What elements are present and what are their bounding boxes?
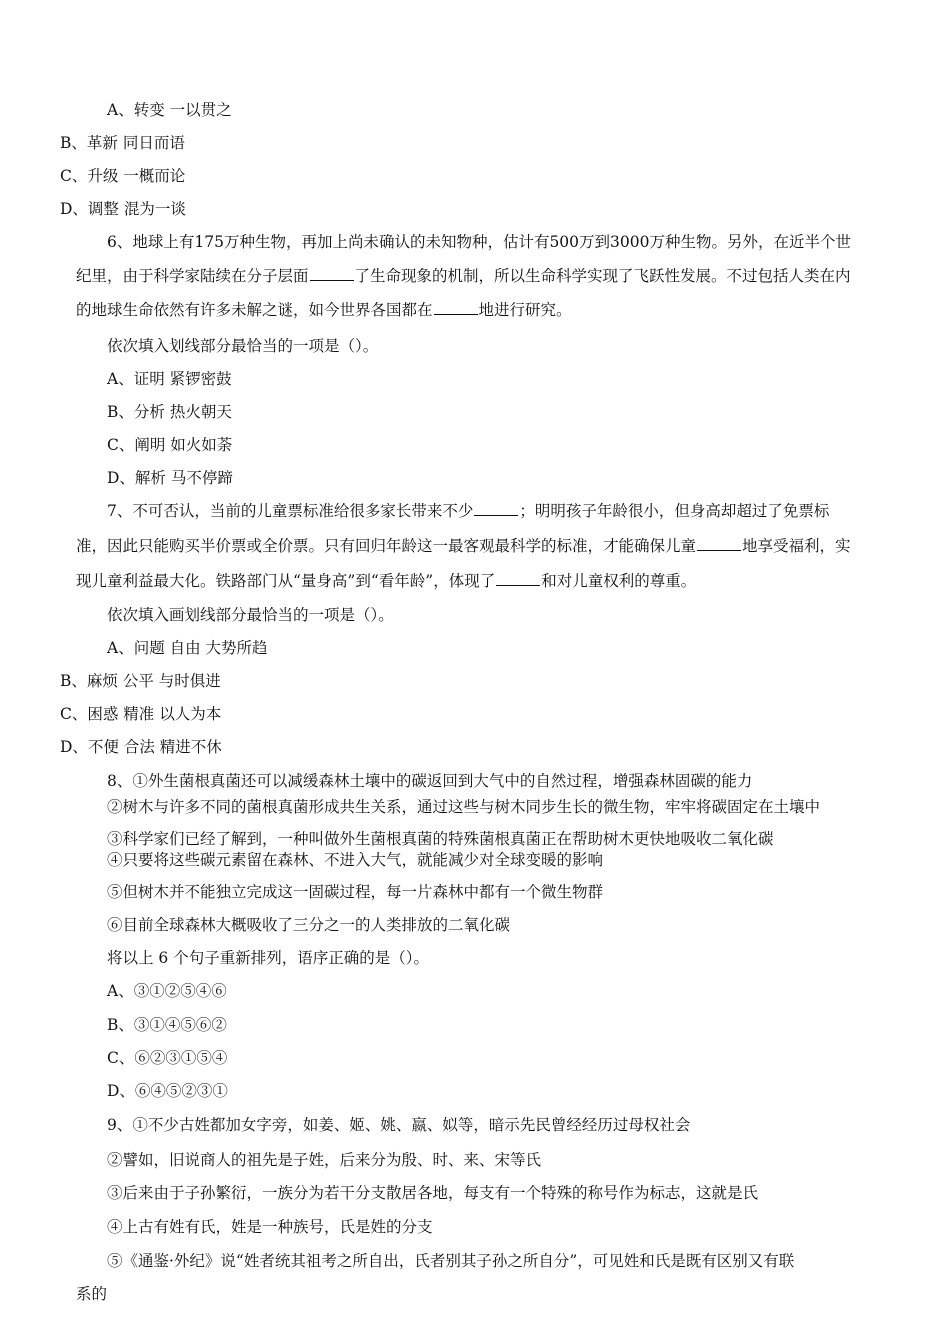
q9-sentence-3: ③后来由于子孙繁衍，一族分为若干分支散居各地，每支有一个特殊的称号作为标志，这就是氏 xyxy=(107,1184,759,1202)
q8-sentence-1: 8、①外生菌根真菌还可以减缓森林土壤中的碳返回到大气中的自然过程，增强森林固碳的能力 xyxy=(107,772,753,790)
q9-sentence-5-cont: 系的 xyxy=(76,1285,108,1303)
q7-prompt: 依次填入画划线部分最恰当的一项是（）。 xyxy=(107,606,394,624)
q5-option-c: C、升级 一概而论 xyxy=(60,167,186,185)
q8-sentence-2: ②树木与许多不同的菌根真菌形成共生关系，通过这些与树木同步生长的微生物，牢牢将碳固定在土壤中 xyxy=(107,798,821,816)
q8-prompt: 将以上 6 个句子重新排列，语序正确的是（）。 xyxy=(107,949,429,967)
fill-blank xyxy=(310,266,354,281)
q6-option-d: D、解析 马不停蹄 xyxy=(107,469,233,487)
fill-blank xyxy=(434,300,478,315)
q7-stem-line2: 准，因此只能购买半价票或全价票。只有回归年龄这一最客观最科学的标准，才能确保儿童 地享受福利，实 xyxy=(76,537,851,555)
q5-option-b: B、革新 同日而语 xyxy=(60,134,185,152)
q9-sentence-4: ④上古有姓有氏，姓是一种族号，氏是姓的分支 xyxy=(107,1218,433,1236)
q7-stem-line1: 7、不可否认，当前的儿童票标准给很多家长带来不少 ；明明孩子年龄很小，但身高却超过了免票标 xyxy=(107,502,830,520)
q9-sentence-2: ②譬如，旧说商人的祖先是子姓，后来分为殷、时、来、宋等氏 xyxy=(107,1151,542,1169)
fill-blank xyxy=(496,571,540,586)
q8-option-d: D、⑥④⑤②③① xyxy=(107,1082,228,1100)
q7-option-c: C、困惑 精准 以人为本 xyxy=(60,705,222,723)
q6-stem-line3: 的地球生命依然有许多未解之谜，如今世界各国都在 地进行研究。 xyxy=(76,301,572,319)
q9-sentence-5: ⑤《通鉴·外纪》说“姓者统其祖考之所自出，氏者别其子孙之所自分”，可见姓和氏是既有区别又有联 xyxy=(107,1252,795,1270)
q8-option-b: B、③①④⑤⑥② xyxy=(107,1016,227,1034)
q8-option-a: A、③①②⑤④⑥ xyxy=(107,982,227,1000)
q6-option-a: A、证明 紧锣密鼓 xyxy=(107,370,232,388)
q7-option-b: B、麻烦 公平 与时俱进 xyxy=(60,672,221,690)
q6-stem-line2: 纪里，由于科学家陆续在分子层面 了生命现象的机制，所以生命科学实现了飞跃性发展。不过包括人类在内 xyxy=(76,267,851,285)
q6-option-c: C、阐明 如火如荼 xyxy=(107,436,233,454)
q8-sentence-3: ③科学家们已经了解到，一种叫做外生菌根真菌的特殊菌根真菌正在帮助树木更快地吸收二氧化碳 xyxy=(107,830,774,848)
q7-option-a: A、问题 自由 大势所趋 xyxy=(107,639,268,657)
q6-prompt: 依次填入划线部分最恰当的一项是（）。 xyxy=(107,337,379,355)
q8-option-c: C、⑥②③①⑤④ xyxy=(107,1049,228,1067)
fill-blank xyxy=(697,536,741,551)
q7-option-d: D、不便 合法 精进不休 xyxy=(60,738,222,756)
q8-sentence-5: ⑤但树木并不能独立完成这一固碳过程，每一片森林中都有一个微生物群 xyxy=(107,883,604,901)
q6-stem-line1: 6、地球上有175万种生物，再加上尚未确认的未知物种，估计有500万到3000万种生物。另外，在近半个世 xyxy=(107,233,851,251)
fill-blank xyxy=(474,501,518,516)
q6-option-b: B、分析 热火朝天 xyxy=(107,403,232,421)
q8-sentence-4: ④只要将这些碳元素留在森林、不进入大气，就能减少对全球变暖的影响 xyxy=(107,851,604,869)
q7-stem-line3: 现儿童利益最大化。铁路部门从“量身高”到“看年龄”，体现了 和对儿童权利的尊重。 xyxy=(76,572,697,590)
q5-option-d: D、调整 混为一谈 xyxy=(60,200,186,218)
q9-sentence-1: 9、①不少古姓都加女字旁，如姜、姬、姚、嬴、姒等，暗示先民曾经经历过母权社会 xyxy=(107,1116,691,1134)
q5-option-a: A、转变 一以贯之 xyxy=(107,101,232,119)
q8-sentence-6: ⑥目前全球森林大概吸收了三分之一的人类排放的二氧化碳 xyxy=(107,916,511,934)
